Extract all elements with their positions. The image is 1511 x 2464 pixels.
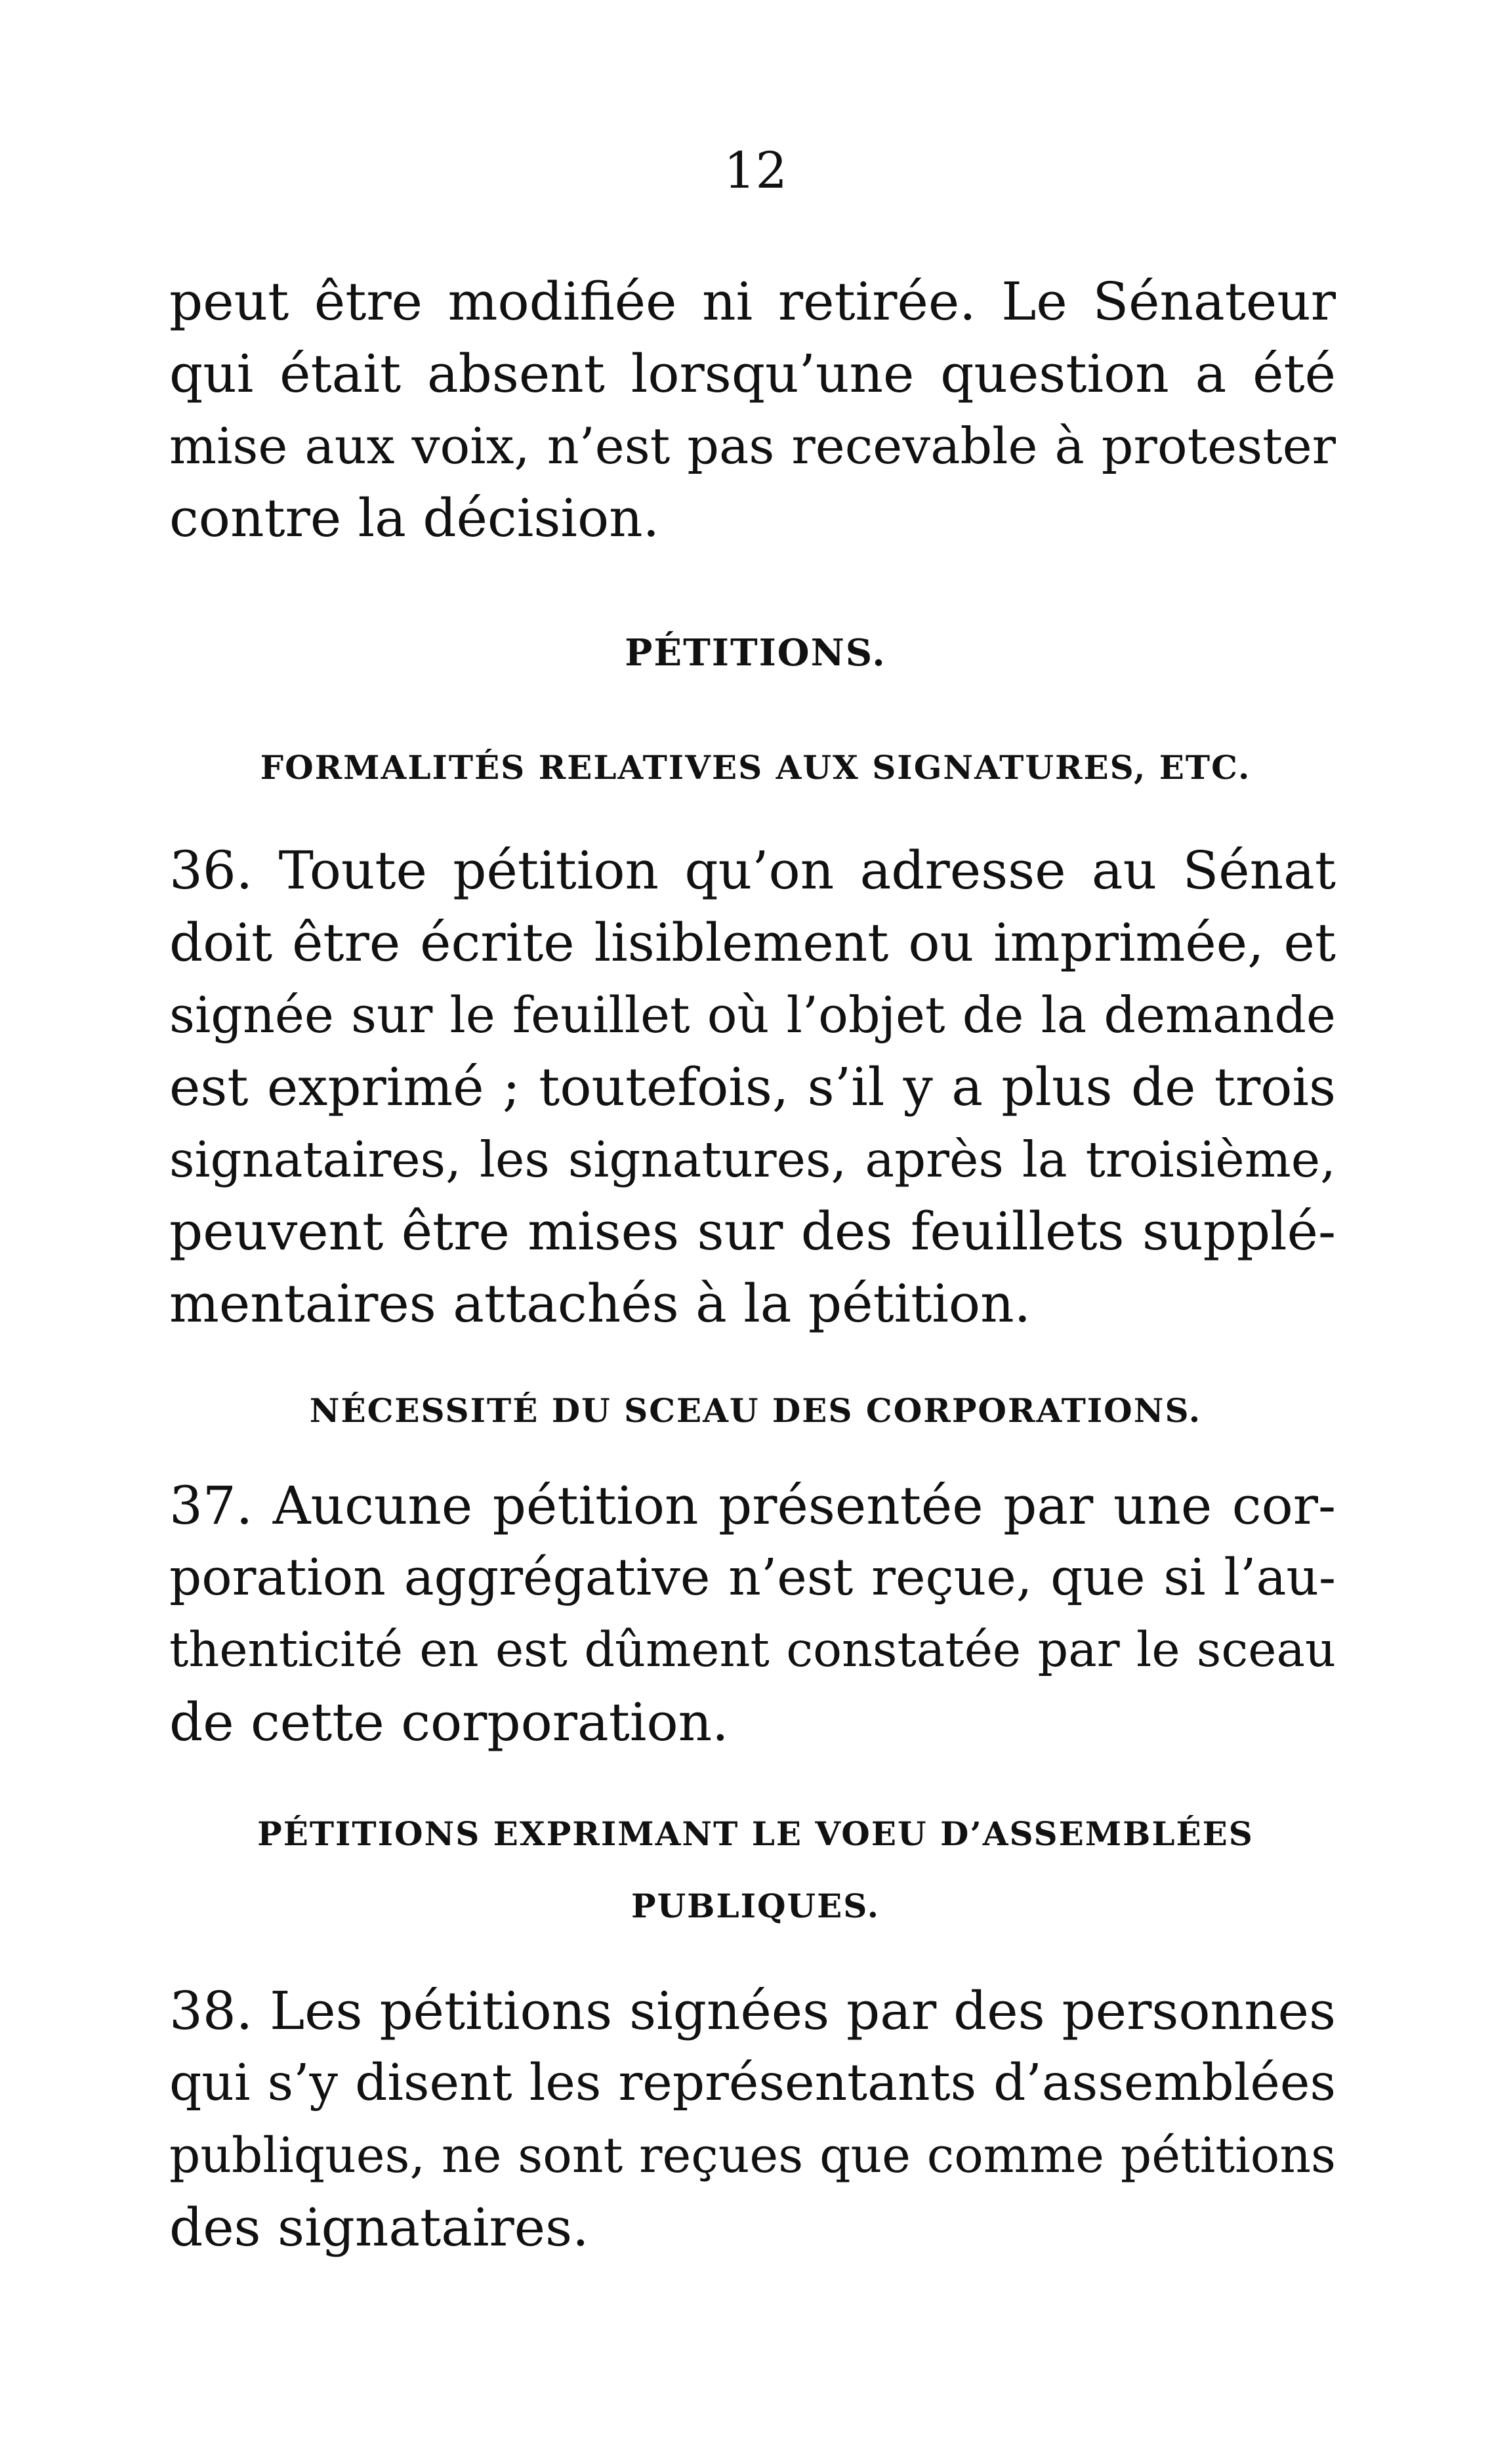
text-line: de cette corporation. <box>169 1692 729 1753</box>
text-line: signée sur le feuillet où l’objet de la demande <box>169 986 1336 1044</box>
continuation-paragraph <box>169 266 1336 554</box>
text-line: qui s’y disent les représentants d’assemblées <box>169 2054 1336 2112</box>
article-37-paragraph <box>169 1470 1336 1759</box>
text-line: signataires, les signatures, après la troisième, <box>169 1131 1336 1188</box>
text-line: peut être modifiée ni retirée. Le Sénateur <box>169 271 1336 332</box>
text-line: publiques, ne sont reçues que comme pétitions <box>169 2127 1336 2184</box>
section-title: PÉTITIONS. <box>625 631 886 675</box>
article-38-paragraph <box>169 1975 1336 2264</box>
text-line: 36. Toute pétition qu’on adresse au Sénat <box>169 840 1336 901</box>
subsection-heading-assemblees-line-2: PUBLIQUES. <box>631 1887 880 1925</box>
text-line: 38. Les pétitions signées par des personnes <box>169 1980 1336 2041</box>
page-number: 12 <box>724 141 787 199</box>
subsection-heading-assemblees-line-1: PÉTITIONS EXPRIMANT LE VOEU D’ASSEMBLÉES <box>257 1814 1254 1853</box>
text-line: 37. Aucune pétition présentée par une cor- <box>169 1475 1336 1536</box>
text-line: poration aggrégative n’est reçue, que si l’au- <box>169 1549 1336 1607</box>
text-line: mise aux voix, n’est pas recevable à protester <box>169 417 1336 475</box>
article-36-paragraph <box>169 835 1336 1340</box>
text-line: des signataires. <box>169 2197 589 2258</box>
text-line: thenticité en est dûment constatée par le sceau <box>169 1622 1336 1678</box>
text-line: peuvent être mises sur des feuillets supplé- <box>169 1201 1336 1262</box>
text-line: est exprimé ; toutefois, s’il y a plus de trois <box>169 1056 1336 1117</box>
subsection-heading-signatures: FORMALITÉS RELATIVES AUX SIGNATURES, ETC. <box>260 748 1251 787</box>
subsection-heading-sceau: NÉCESSITÉ DU SCEAU DES CORPORATIONS. <box>309 1391 1202 1430</box>
text-line: doit être écrite lisiblement ou imprimée, et <box>169 912 1336 973</box>
text-line: qui était absent lorsqu’une question a été <box>169 343 1336 404</box>
text-line: mentaires attachés à la pétition. <box>169 1273 1031 1334</box>
text-line: contre la décision. <box>169 488 660 549</box>
